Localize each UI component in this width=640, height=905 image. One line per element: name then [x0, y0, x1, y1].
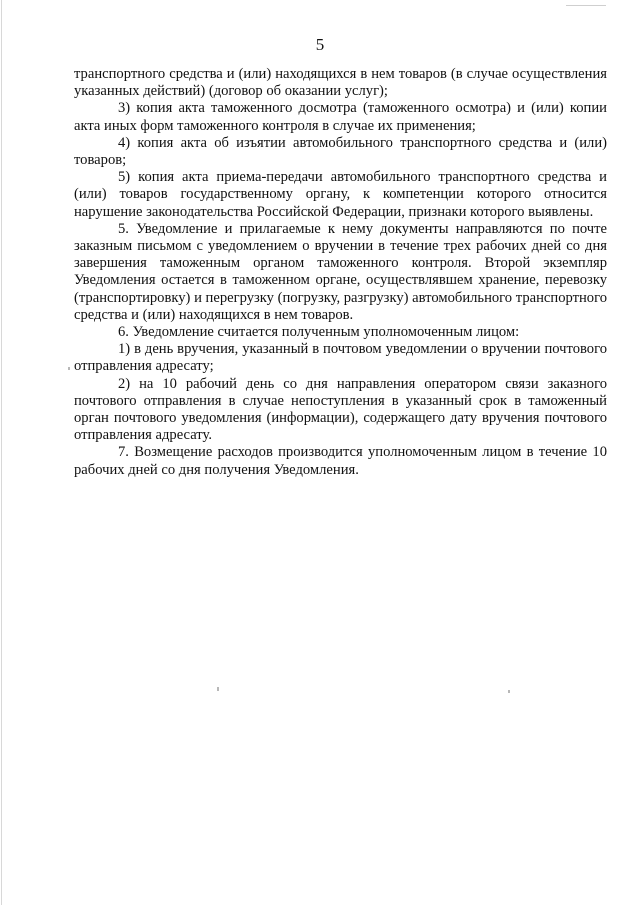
section-7: 7. Возмещение расходов производится уполномоченным лицом в течение 10 рабочих дней со дня получения Уведомления.	[74, 444, 607, 478]
document-body	[74, 66, 607, 479]
section-6: 6. Уведомление считается полученным уполномоченным лицом:	[118, 324, 520, 341]
section-5: 5. Уведомление и прилагаемые к нему документы направляются по почте заказным письмом с уведомлением о вручении в течение трех рабочих дней со дня завершения таможенным органом таможенного контроля. Второй экземпляр Уведомления остается в таможенном органе, осуществлявшем хранение, перевозку (транспортировку) и перегрузку (погрузку, разгрузку) автомобильного транспортного средства и (или) находящихся в нем товаров.	[74, 220, 607, 323]
section-6-item-2: 2) на 10 рабочий день со дня направления оператором связи заказного почтового отправления в случае непоступления в указанный срок в таможенный орган почтового уведомления (информации), содержащего дату вручения почтового отправления адресату.	[74, 375, 607, 444]
list-item-3: 3) копия акта таможенного досмотра (таможенного осмотра) и (или) копии акта иных форм таможенного контроля в случае их применения;	[74, 100, 607, 134]
section-6-item-1: 1) в день вручения, указанный в почтовом уведомлении о вручении почтового отправления адресату;	[74, 341, 607, 375]
scan-dot	[566, 5, 606, 6]
page-number: 5	[315, 35, 325, 54]
paragraph-continuation: транспортного средства и (или) находящихся в нем товаров (в случае осуществления указанных действий) (договор об оказании услуг);	[74, 66, 607, 100]
list-item-5: 5) копия акта приема-передачи автомобильного транспортного средства и (или) товаров государственному органу, к компетенции которого относится нарушение законодательства Российской Федерации, признаки которого выявлены.	[74, 169, 607, 220]
scan-dot	[217, 687, 219, 691]
scan-dot	[68, 367, 70, 370]
scan-edge-left	[1, 0, 2, 905]
list-item-4: 4) копия акта об изъятии автомобильного транспортного средства и (или) товаров;	[74, 134, 607, 169]
scan-dot	[508, 690, 510, 693]
